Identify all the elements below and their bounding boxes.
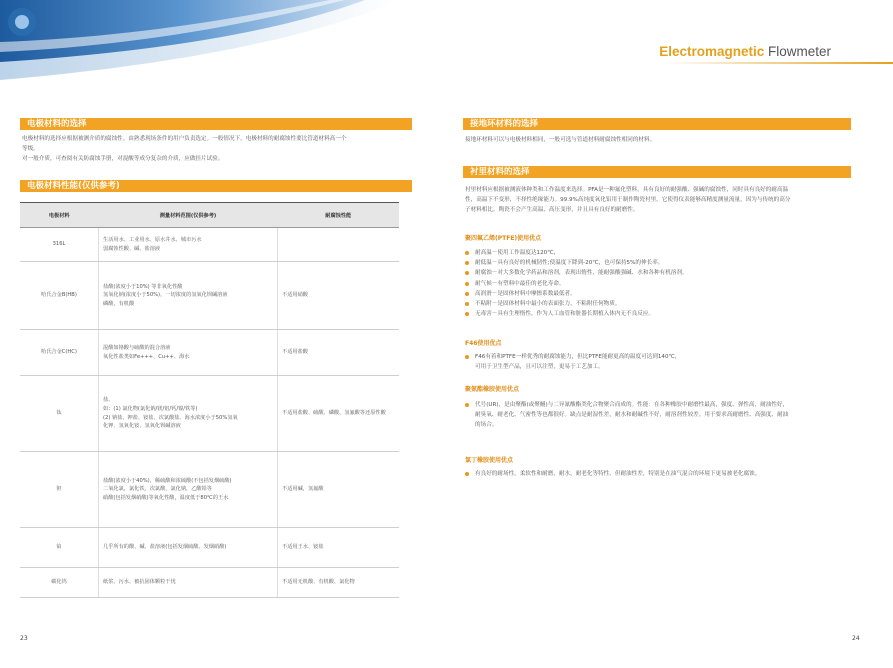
cell-material: 钛: [20, 376, 99, 452]
text-line: 电极材料的选择应根据被测介质的腐蚀性。由熟悉现场条件的用户负责选定。一般情况下，电极材料的耐腐蚀性要比管道材料高一个: [22, 136, 347, 142]
list-item: [465, 248, 851, 258]
subtitle-polyurethane: 聚氨酯橡胶使用优点: [465, 386, 520, 393]
bullet-dot-icon: [465, 472, 469, 476]
list-item: [465, 299, 851, 309]
cell-line: 盐酸(浓度小于40%)，稀硫酸和浓硫酸(不包括发烟硫酸): [103, 477, 232, 484]
table-row: [20, 262, 399, 330]
table-header-row: [20, 203, 399, 228]
bullet-dot-icon: [465, 355, 469, 359]
cell-resistance: 不适用盐酸: [278, 330, 400, 376]
list-item-text: 耐高温－使用工作温度达120℃，: [475, 250, 560, 256]
cell-medium: 纸浆、污水、被抗固体颗粒干忧: [99, 568, 278, 598]
header-material: 电极材料: [20, 203, 99, 228]
text-line: 子材料相比，陶瓷不会产生高温、高压变形，并且具有良好的耐磨性。: [465, 207, 639, 214]
list-item-text: 耐腐蚀－对大多数化学药品和溶剂，表现出惰性、能耐强酸强碱、水和各种有机溶剂。: [475, 270, 688, 277]
text-line: 性，高温下不变形，不择性绝缘能力。99.9%高纯度氧化铝用于制作陶瓷衬里，它使得仪表能够高精度测量流量，因为与传统的高分: [465, 197, 791, 204]
list-item-text: 不粘附－是固体材料中最小的表面张力，不粘附任何物质。: [475, 301, 621, 308]
cell-material: 铂: [20, 528, 99, 568]
table-row: [20, 228, 399, 262]
table-row: [20, 568, 399, 598]
brand-word-electromagnetic: Electromagnetic: [659, 44, 765, 59]
brand-word-flowmeter: Flowmeter: [764, 44, 831, 59]
section-title-electrode-selection: 电极材料的选择: [20, 118, 412, 130]
cell-medium: [99, 452, 278, 528]
list-item: [465, 268, 851, 278]
cell-line: 弱腐蚀性酸、碱、盐溶液: [103, 245, 161, 252]
list-item-text: 耐低温－具有良好的机械韧性;使温度下降到-20℃，也可保持5%的伸长率。: [475, 260, 664, 267]
list-item: [465, 289, 851, 299]
electrode-material-table: [20, 202, 399, 598]
cell-material: 哈氏合金B(HB): [20, 262, 99, 330]
cell-medium: [99, 330, 278, 376]
text-line: 等级。: [22, 146, 39, 153]
table-row: [20, 376, 399, 452]
cell-medium: [99, 262, 278, 330]
text-line: 衬里材料应根据被测液体种类和工作温度来选择。PFA是一种氟化塑料，具有良好的耐强酸、强碱的腐蚀性，同时具有良好的耐高温: [465, 187, 789, 193]
bullet-dot-icon: [465, 312, 469, 316]
page-number-right: 24: [852, 635, 860, 642]
list-item-text: 高润滑－是固体材料中摩擦系数最低者。: [475, 290, 576, 297]
cell-line: 氧化性盐类如Fe+++、Cu++、海水: [103, 353, 190, 360]
cell-line: 二氧化氯，氯化铁，次氯酸，氯化钠，乙酸铅等: [103, 486, 212, 493]
bullet-dot-icon: [465, 302, 469, 306]
list-item-text: F46有着和PTFE一样优秀的耐腐蚀能力，但比PTFE能耐更高的温度可达到140℃，: [475, 354, 681, 360]
cell-resistance: 不适用王水、铵盐: [278, 528, 400, 568]
table-row: [20, 330, 399, 376]
list-item-text: 代号(UR)，是由聚酯(或聚醚)与二异氰酸酯类化合物聚合而成的。性能：在各种橡胶中耐磨性最高，强度、弹性高，耐油性好，: [475, 402, 789, 408]
ptfe-list: [465, 248, 851, 319]
page-number-left: 23: [20, 635, 28, 642]
electrode-selection-text: [22, 134, 414, 165]
cell-resistance: 不适用无机酸、有机酸、氯化物: [278, 568, 400, 598]
list-item: [465, 309, 851, 319]
bullet-dot-icon: [465, 292, 469, 296]
list-item-text: 无毒害－具有生理惰性，作为人工血管和脏器长期植入体内无不良反应。: [475, 311, 655, 318]
brand-underline: [663, 62, 893, 64]
cell-material: 碳化钨: [20, 568, 99, 598]
bullet-dot-icon: [465, 282, 469, 286]
cell-line: 如：(1) 氯化物(氯化钠/镁/铝/钙/镍/铁等): [103, 405, 198, 412]
bullet-dot-icon: [465, 271, 469, 275]
cell-line: 化钾、氢氧化铵、氢氧化钡碱溶液: [103, 423, 181, 430]
header-resistance: 耐腐蚀性能: [278, 203, 400, 228]
cell-line: 硝酸(包括发烟硝酸)等氧化性酸，温度低于80℃的王水: [103, 494, 229, 501]
list-item: [465, 469, 851, 479]
cell-line: (2) 钠盐、钾盐、铵盐、次氯酸盐、海水浓度小于50%氢氧: [103, 414, 238, 421]
f46-list: [465, 352, 851, 372]
section-title-ground-ring: 接地环材料的选择: [463, 118, 851, 130]
list-item-continuation: 耐臭氧、耐老化、气密性等也都很好。缺点是耐湿性差，耐水和耐碱性不好，耐溶剂性较差。用于要求高耐磨性、高强度、耐油: [475, 412, 789, 419]
bullet-dot-icon: [465, 261, 469, 265]
header-medium: 测量材料范围(仅供参考): [99, 203, 278, 228]
cell-line: 盐、: [103, 397, 114, 404]
cell-resistance: 不适用盐酸、硫酸、磷酸、氢氟酸等还原性酸: [278, 376, 400, 452]
cell-material: 哈氏合金C(HC): [20, 330, 99, 376]
subtitle-ptfe: 聚四氟乙烯(PTFE)使用优点: [465, 235, 542, 242]
cell-line: 氢氧化钠(浓度小于50%)，一切浓度的氢氧化钡碱溶液: [103, 292, 228, 299]
bullet-dot-icon: [465, 403, 469, 407]
ground-ring-text: 接地环材料可以与电极材料相同，一般可选与管道材料耐腐蚀性相同的材料。: [465, 137, 656, 143]
list-item: [465, 400, 851, 410]
list-item: [465, 352, 851, 362]
cell-material: 钽: [20, 452, 99, 528]
cell-resistance: [278, 228, 400, 262]
cell-material: 316L: [20, 228, 99, 262]
bullet-dot-icon: [465, 251, 469, 255]
list-item: [465, 279, 851, 289]
table-row: [20, 528, 399, 568]
list-item-continuation: 的场合。: [475, 422, 498, 429]
list-item-text: 耐气候－有塑料中最佳的老化寿命。: [475, 280, 565, 287]
neoprene-list: [465, 469, 851, 479]
brand-title: [659, 44, 831, 59]
list-item-continuation: 可用于卫生型产品，且可以注塑，更易于工艺加工。: [475, 364, 604, 371]
polyurethane-list: [465, 400, 851, 431]
cell-medium: [99, 376, 278, 452]
cell-line: 磷酸，有机酸: [103, 300, 135, 307]
subtitle-neoprene: 氯丁橡胶使用优点: [465, 457, 514, 464]
list-item-text: 有良好的耐场性，柔软性和耐磨，耐水，耐老化等特性，但耐油性差，特别是在油气混合的环境下更易被老化腐蚀。: [475, 471, 761, 477]
table-row: [20, 452, 399, 528]
lining-text: [465, 185, 855, 216]
cell-line: 盐酸(浓度小于10%) 等非氧化性酸: [103, 283, 183, 290]
text-line: 对一般介质，可查阅有关防腐蚀手册，对混酸等成分复杂的介质，应做挂片试验。: [22, 156, 224, 163]
subtitle-f46: F46使用优点: [465, 340, 502, 347]
cell-medium: [99, 228, 278, 262]
cell-resistance: 不适用硝酸: [278, 262, 400, 330]
cell-line: 生活用水、工业用水、原水井水、城市污水: [103, 236, 202, 243]
section-title-lining: 衬里材料的选择: [463, 166, 851, 178]
cell-line: 混酸如铬酸与硫酸的混合溶液: [103, 344, 171, 351]
cell-medium: 几乎所有的酸、碱、盐溶液(包括发烟硫酸、发烟硝酸): [99, 528, 278, 568]
list-item: [465, 258, 851, 268]
section-title-electrode-performance: 电极材料性能(仅供参考): [20, 180, 412, 192]
cell-resistance: 不适用碱，氢氟酸: [278, 452, 400, 528]
